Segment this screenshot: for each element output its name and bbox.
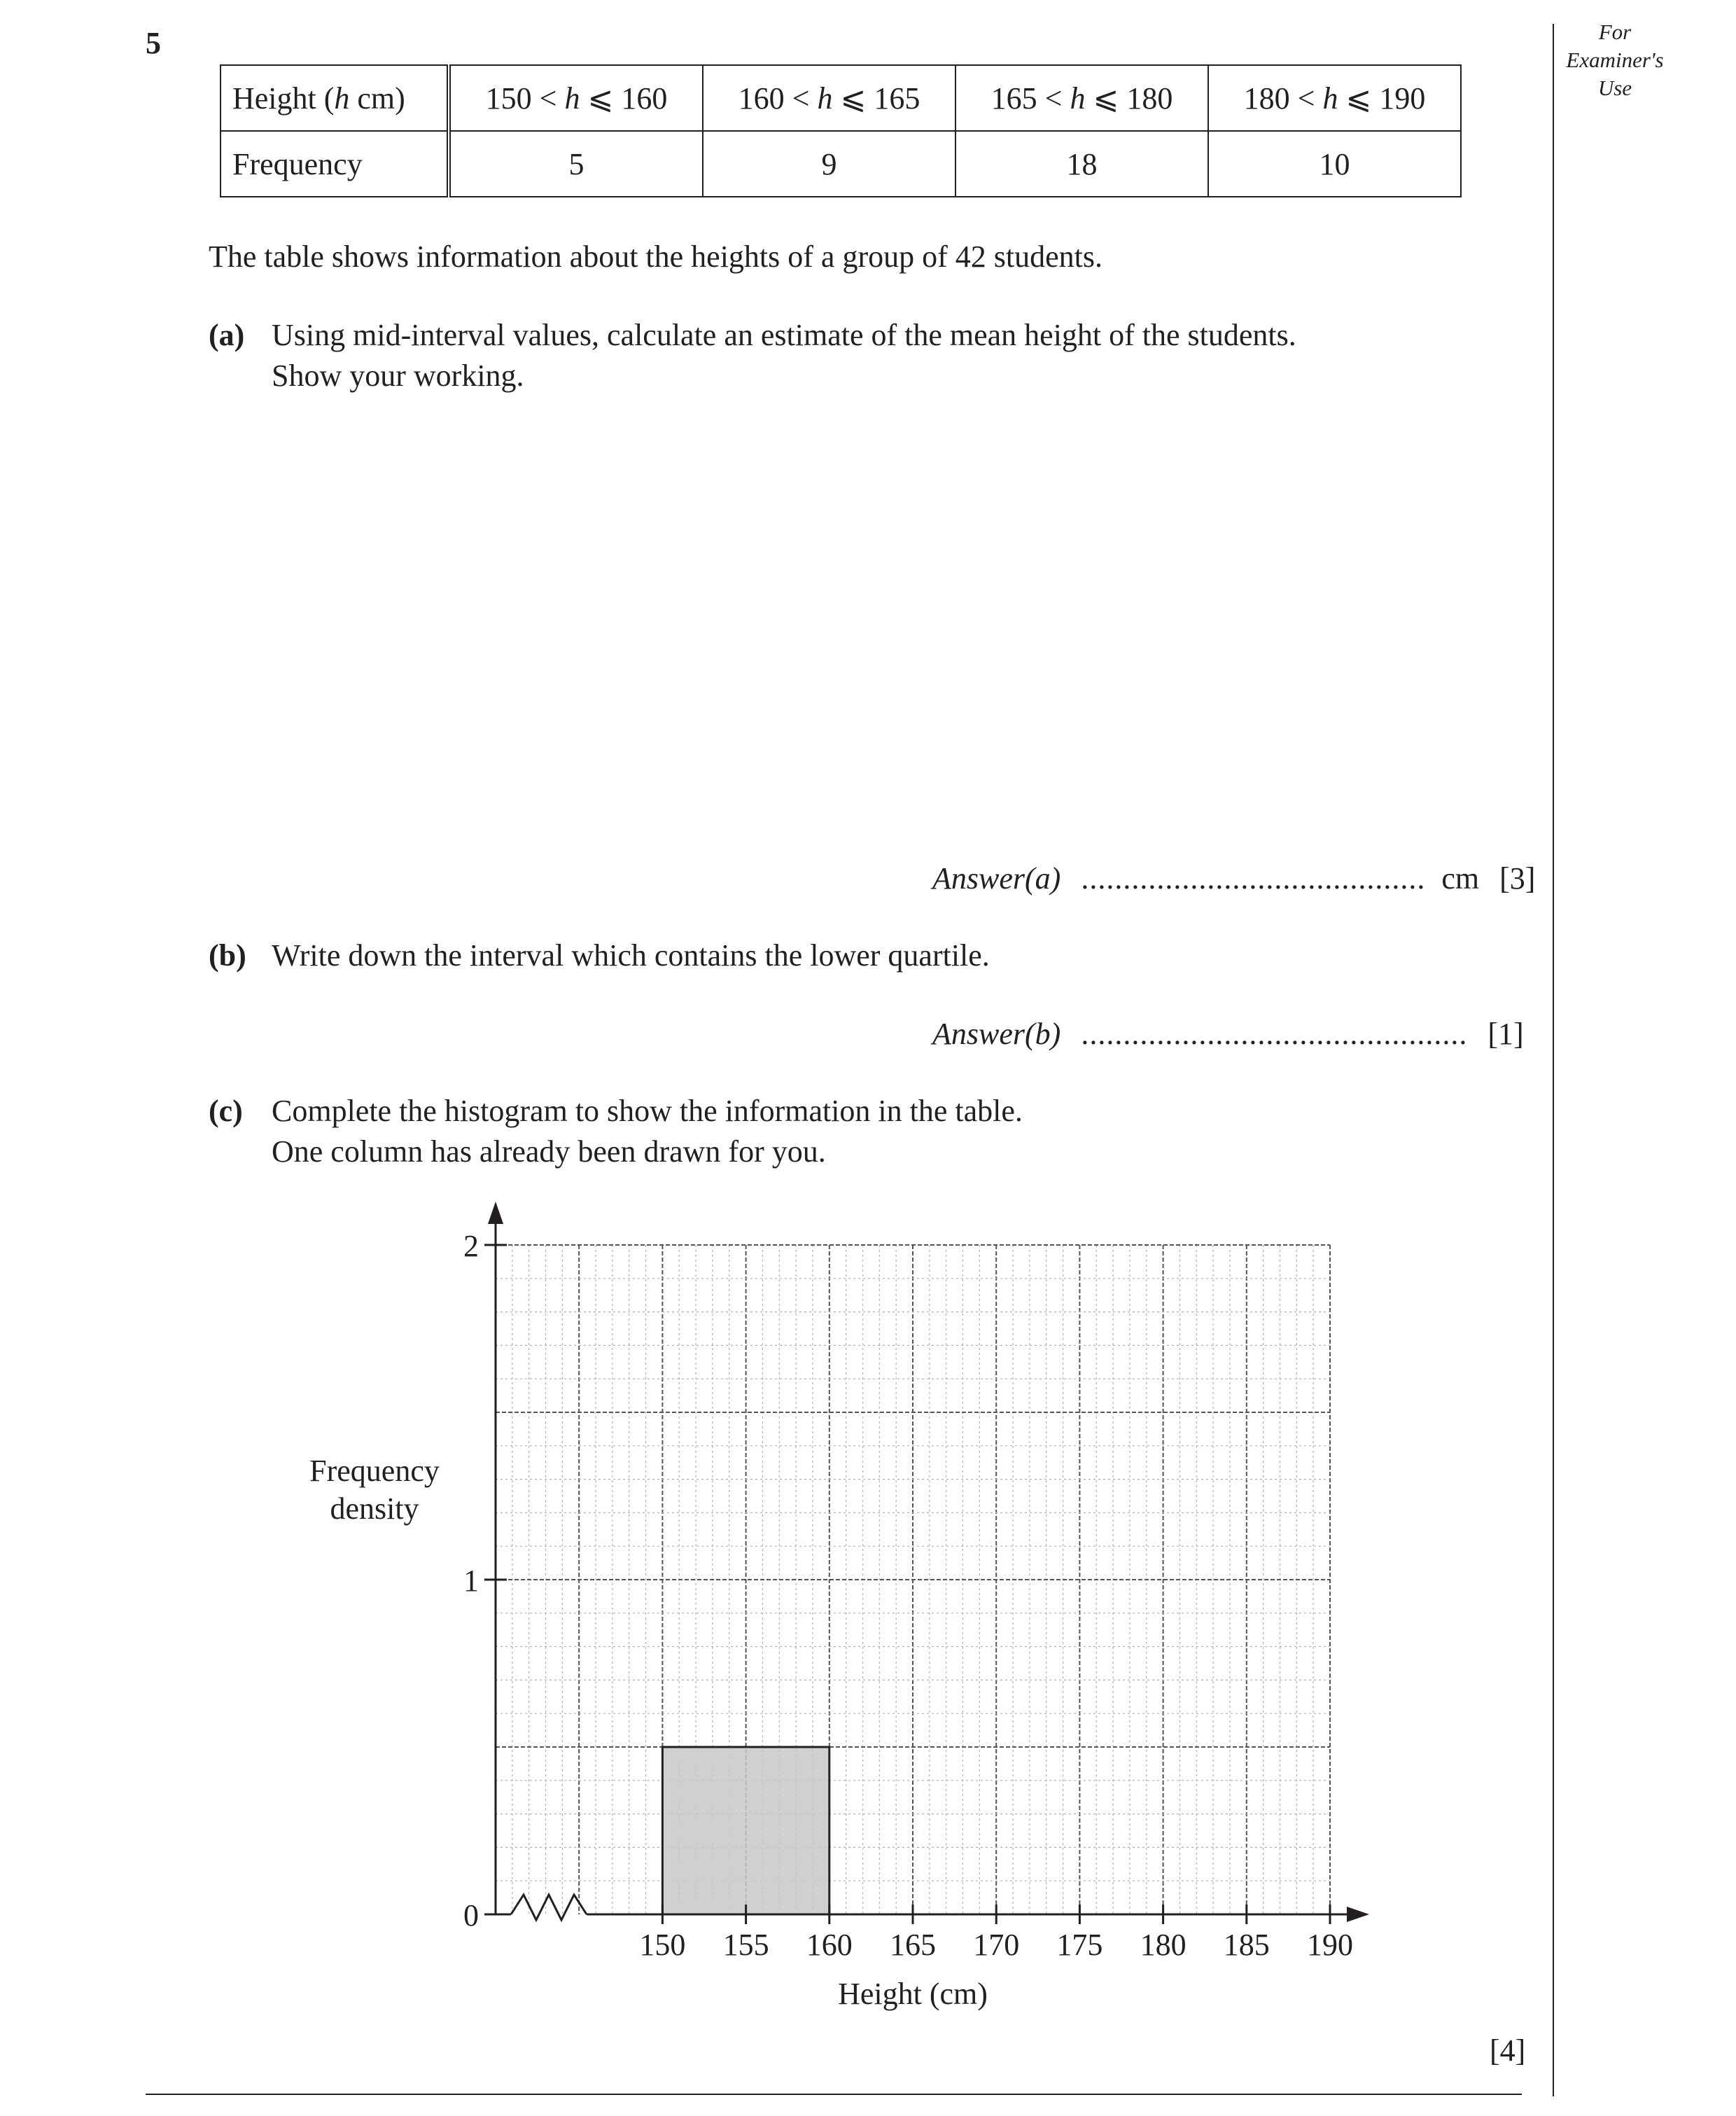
examiner-line-3: Use (1597, 76, 1632, 100)
x-tick-label: 150 (639, 1928, 686, 1962)
frequency-cell: 18 (955, 131, 1208, 197)
y-tick-label: 0 (463, 1898, 479, 1933)
part-a-line-2: Show your working. (272, 359, 524, 393)
part-b-question: Write down the interval which contains the lower quartile. (272, 938, 990, 973)
x-tick-label: 165 (890, 1928, 936, 1962)
page-bottom-rule (146, 2094, 1522, 2095)
x-axis-label: Height (cm) (838, 1977, 988, 2011)
x-tick-label: 170 (973, 1928, 1020, 1962)
x-axis-arrow-icon (1347, 1907, 1369, 1922)
histogram-grid (496, 1245, 1330, 1914)
table-header-frequency: Frequency (220, 131, 449, 197)
frequency-cell: 10 (1208, 131, 1461, 197)
table-header-height: Height (h cm) (220, 65, 449, 131)
x-tick-label: 175 (1056, 1928, 1103, 1962)
answer-a-field[interactable]: ......................................... (1081, 861, 1426, 896)
part-b-label: (b) (209, 938, 246, 973)
intro-text: The table shows information about the heights of a group of 42 students. (209, 239, 1102, 274)
x-tick-label: 160 (806, 1928, 853, 1962)
part-c-line-1: Complete the histogram to show the information in the table. (272, 1094, 1023, 1128)
y-axis-label-line-2: density (330, 1491, 419, 1526)
histogram-axes (484, 1202, 1369, 1924)
x-tick-label: 155 (722, 1928, 769, 1962)
x-tick-label: 185 (1223, 1928, 1270, 1962)
part-c-line-2: One column has already been drawn for you. (272, 1134, 826, 1169)
y-tick-label: 1 (463, 1564, 479, 1598)
part-a-label: (a) (209, 318, 245, 352)
axis-break-icon (511, 1895, 587, 1920)
answer-a-label: Answer(a) (932, 861, 1061, 896)
part-a-line-1: Using mid-interval values, calculate an estimate of the mean height of the students. (272, 318, 1296, 352)
part-c-label: (c) (209, 1094, 243, 1128)
interval-cell: 165 < h ⩽ 180 (955, 65, 1208, 131)
part-a-marks: [3] (1499, 861, 1536, 896)
interval-cell: 160 < h ⩽ 165 (703, 65, 955, 131)
histogram-bars (662, 1747, 829, 1914)
y-axis-label-line-1: Frequency (309, 1454, 440, 1488)
interval-cell: 150 < h ⩽ 160 (449, 65, 703, 131)
examiner-line-2: Examiner's (1566, 48, 1664, 72)
x-tick-label: 190 (1307, 1928, 1353, 1962)
examiner-line-1: For (1598, 20, 1632, 44)
x-tick-label: 180 (1140, 1928, 1186, 1962)
y-axis-arrow-icon (488, 1202, 503, 1224)
part-c-marks: [4] (1490, 2033, 1526, 2068)
y-tick-label: 2 (463, 1229, 479, 1263)
part-b-marks: [1] (1488, 1017, 1524, 1051)
frequency-cell: 5 (449, 131, 703, 197)
question-number: 5 (146, 26, 161, 60)
answer-b-field[interactable]: .............................................. (1081, 1017, 1468, 1051)
frequency-cell: 9 (703, 131, 955, 197)
histogram-bar (662, 1747, 829, 1914)
answer-a-unit: cm (1441, 861, 1480, 896)
interval-cell: 180 < h ⩽ 190 (1208, 65, 1461, 131)
histogram-labels (463, 1229, 1353, 2011)
answer-b-label: Answer(b) (932, 1017, 1061, 1051)
